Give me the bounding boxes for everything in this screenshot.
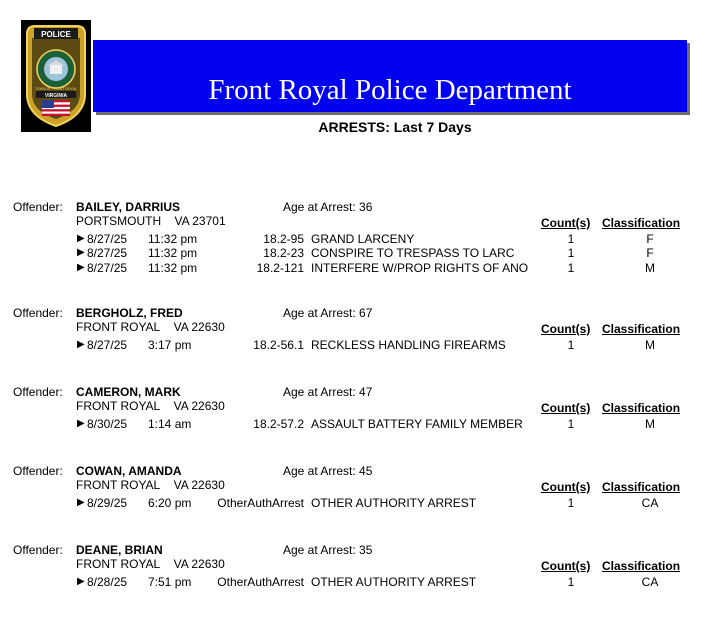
bullet-arrow-icon: ▶ <box>77 247 85 259</box>
charge-date: 8/27/25 <box>87 232 128 246</box>
charge-code: 18.2-121 <box>256 260 304 275</box>
offender-record <box>0 200 706 280</box>
charge-code: OtherAuthArrest <box>217 496 304 510</box>
charge-classification: F <box>646 232 654 246</box>
charge-time: 3:17 pm <box>148 338 192 352</box>
charge-code: 18.2-57.2 <box>253 417 304 431</box>
charge-date: 8/28/25 <box>87 575 128 589</box>
charge-description: ASSAULT BATTERY FAMILY MEMBER <box>311 417 523 431</box>
charge-time: 1:14 am <box>148 417 192 431</box>
charge-code: 18.2-56.1 <box>253 338 304 352</box>
charge-date: 8/30/25 <box>87 417 128 431</box>
charge-time: 11:32 pm <box>148 260 198 275</box>
charge-date: 8/27/25 <box>87 246 128 261</box>
badge-top-text: POLICE <box>41 30 71 39</box>
offender-record <box>0 385 706 465</box>
age-value: 35 <box>359 543 373 557</box>
offender-address <box>76 399 225 413</box>
charge-row <box>0 246 706 260</box>
charge-count: 1 <box>567 232 575 246</box>
age-label: Age at Arrest: <box>283 464 356 478</box>
bullet-arrow-icon: ▶ <box>77 576 85 587</box>
bullet-arrow-icon: ▶ <box>77 339 85 350</box>
charge-description: RECKLESS HANDLING FIREARMS <box>311 338 506 352</box>
charge-description: INTERFERE W/PROP RIGHTS OF ANO <box>311 260 529 275</box>
offender-city: PORTSMOUTH <box>76 214 162 228</box>
charge-classification: CA <box>641 575 659 589</box>
offender-state-zip: VA 23701 <box>174 214 226 228</box>
charge-date: 8/27/25 <box>87 260 128 275</box>
title-banner <box>93 40 687 112</box>
counts-header: Count(s) <box>541 559 591 573</box>
age-label: Age at Arrest: <box>283 200 356 214</box>
offender-city: FRONT ROYAL <box>76 320 161 334</box>
offender-city: FRONT ROYAL <box>76 399 161 413</box>
charge-count: 1 <box>567 338 575 352</box>
offender-label: Offender: <box>13 200 63 214</box>
counts-header: Count(s) <box>541 480 591 494</box>
age-label: Age at Arrest: <box>283 543 356 557</box>
charge-row <box>0 496 706 510</box>
charge-date: 8/27/25 <box>87 338 128 352</box>
offender-state-zip: VA 22630 <box>173 320 225 334</box>
charge-row <box>0 575 706 589</box>
offender-label: Offender: <box>13 385 63 399</box>
charge-code: 18.2-95 <box>263 232 304 246</box>
age-at-arrest <box>283 200 372 214</box>
offender-label: Offender: <box>13 306 63 320</box>
offender-state-zip: VA 22630 <box>173 399 225 413</box>
offender-city: FRONT ROYAL <box>76 478 161 492</box>
flag-icon <box>42 100 70 116</box>
charge-row <box>0 261 706 275</box>
offender-record <box>0 543 706 623</box>
age-value: 45 <box>359 464 373 478</box>
police-badge-logo <box>21 20 91 132</box>
charge-classification: F <box>646 246 654 261</box>
charge-row <box>0 338 706 352</box>
offender-city: FRONT ROYAL <box>76 557 161 571</box>
offender-address <box>76 478 225 492</box>
counts-header: Count(s) <box>541 401 591 415</box>
offender-record <box>0 464 706 544</box>
age-value: 67 <box>359 306 373 320</box>
charge-classification: M <box>645 260 655 275</box>
charge-count: 1 <box>567 575 575 589</box>
offender-state-zip: VA 22630 <box>173 557 225 571</box>
bullet-arrow-icon: ▶ <box>77 233 85 244</box>
age-at-arrest <box>283 385 372 399</box>
badge-state-text: VIRGINIA <box>44 93 68 99</box>
bullet-arrow-icon: ▶ <box>77 261 85 273</box>
counts-header: Count(s) <box>541 322 591 336</box>
age-value: 47 <box>359 385 373 399</box>
classification-header: Classification <box>602 401 681 415</box>
charge-classification: M <box>645 338 655 352</box>
offender-record <box>0 306 706 386</box>
offender-address <box>76 214 226 228</box>
offender-address <box>76 320 225 334</box>
charge-description: CONSPIRE TO TRESPASS TO LARC <box>311 246 515 261</box>
offender-name: DEANE, BRIAN <box>76 543 163 557</box>
offender-label: Offender: <box>13 464 63 478</box>
classification-header: Classification <box>602 559 681 573</box>
offender-name: COWAN, AMANDA <box>76 464 182 478</box>
offender-address <box>76 557 225 571</box>
page-title: Front Royal Police Department <box>208 74 572 106</box>
charge-description: OTHER AUTHORITY ARREST <box>311 575 477 589</box>
charge-classification: M <box>645 417 655 431</box>
age-label: Age at Arrest: <box>283 385 356 399</box>
offender-label: Offender: <box>13 543 63 557</box>
classification-header: Classification <box>602 216 681 230</box>
charge-time: 11:32 pm <box>148 246 198 261</box>
charge-time: 11:32 pm <box>148 232 198 246</box>
charge-description: OTHER AUTHORITY ARREST <box>311 496 477 510</box>
charge-count: 1 <box>567 246 575 261</box>
bullet-arrow-icon: ▶ <box>77 418 85 429</box>
charge-row <box>0 232 706 246</box>
age-at-arrest <box>283 464 372 478</box>
offender-name: CAMERON, MARK <box>76 385 181 399</box>
charge-date: 8/29/25 <box>87 496 128 510</box>
age-value: 36 <box>359 200 373 214</box>
offender-name: BAILEY, DARRIUS <box>76 200 181 214</box>
charge-time: 6:20 pm <box>148 496 192 510</box>
age-at-arrest <box>283 543 372 557</box>
charge-count: 1 <box>567 417 575 431</box>
classification-header: Classification <box>602 322 681 336</box>
counts-header: Count(s) <box>541 216 591 230</box>
offender-state-zip: VA 22630 <box>173 478 225 492</box>
report-subtitle: ARRESTS: Last 7 Days <box>318 119 472 135</box>
charge-count: 1 <box>567 496 575 510</box>
bullet-arrow-icon: ▶ <box>77 497 85 508</box>
charge-code: 18.2-23 <box>263 246 304 261</box>
offender-name: BERGHOLZ, FRED <box>76 306 183 320</box>
charge-time: 7:51 pm <box>148 575 192 589</box>
charge-row <box>0 417 706 431</box>
age-at-arrest <box>283 306 372 320</box>
charge-code: OtherAuthArrest <box>217 575 304 589</box>
age-label: Age at Arrest: <box>283 306 356 320</box>
charge-description: GRAND LARCENY <box>311 232 415 246</box>
charge-count: 1 <box>567 260 575 275</box>
badge-ring-text: TOWN OF FRONT ROYAL <box>34 87 78 91</box>
classification-header: Classification <box>602 480 681 494</box>
charge-classification: CA <box>641 496 659 510</box>
